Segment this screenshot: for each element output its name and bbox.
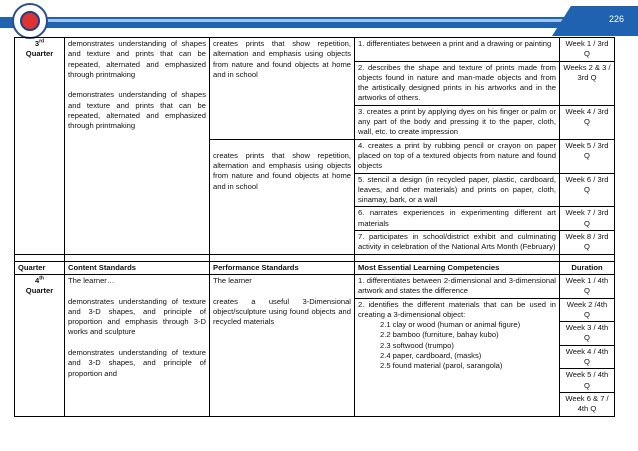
header-duration: Duration (560, 261, 615, 274)
q4-duration-5: Week 5 / 4th Q (560, 369, 615, 393)
curriculum-table (14, 37, 615, 417)
q4-competency-2: 2. identifies the different materials that can be used in creating a 3-dimensional object: 2.1 clay or wood (human or animal figure) 2.2 bamboo (furniture, bahay kubo) 2.3 softwood (trumpo) 2.4 paper, cardboard, (masks) 2.5 found material (parol, sarangola) (355, 298, 560, 416)
header-row (15, 261, 615, 274)
q3-performance-standard-1: creates prints that show repetition, alternation and emphasis using objects from nature and found objects at home and in school (210, 38, 355, 140)
deped-seal-icon (12, 3, 48, 39)
quarter-3-cell: 3rd Quarter (15, 38, 65, 255)
q4-subitem: 2.3 softwood (trumpo) (380, 340, 454, 350)
q3-content-standards: demonstrates understanding of shapes and texture and prints that can be repeated, alternated and emphasized through printmaking demonstrates understanding of shapes and texture and prints that can be repeated, alternated and emphasized through printmaking (65, 38, 210, 255)
q4-subitem: 2.5 found material (parol, sarangola) (380, 361, 503, 371)
q4-duration-4: Week 4 / 4th Q (560, 345, 615, 369)
quarter-4-cell: 4th Quarter (15, 274, 65, 416)
q3-duration-6: Week 7 / 3rd Q (560, 207, 615, 231)
header-performance: Performance Standards (210, 261, 355, 274)
q4-duration-3: Week 3 / 4th Q (560, 322, 615, 346)
q3-duration-1: Week 1 / 3rd Q (560, 38, 615, 62)
q3-duration-5: Week 6 / 3rd Q (560, 173, 615, 207)
header-stripe (40, 19, 638, 22)
q3-competency-7: 7. participates in school/district exhibit and culminating activity in celebration of the National Arts Month (February) (355, 231, 560, 255)
page-number: 226 (608, 14, 624, 24)
q3-competency-6: 6. narrates experiences in experimenting different art materials (355, 207, 560, 231)
header-content: Content Standards (65, 261, 210, 274)
q4-performance-standards: The learner creates a useful 3-Dimensional object/sculpture using found objects and recycled materials (210, 274, 355, 416)
q3-competency-1: 1. differentiates between a print and a drawing or painting (355, 38, 560, 62)
q4-duration-1: Week 1 / 4th Q (560, 274, 615, 298)
q4-duration-2: Week 2 /4th Q (560, 298, 615, 322)
q4-subitem: 2.1 clay or wood (human or animal figure) (380, 320, 521, 330)
q3-competency-4: 4. creates a print by rubbing pencil or crayon on paper placed on top of a textured objects from nature and found objects (355, 139, 560, 173)
q4-subitem: 2.2 bamboo (furniture, bahay kubo) (380, 330, 499, 340)
q4-competency-1: 1. differentiates between 2-dimensional and 3-dimensional artwork and states the difference (355, 274, 560, 298)
page-number-box (552, 6, 638, 36)
header-competencies: Most Essential Learning Competencies (355, 261, 560, 274)
q3-competency-5: 5. stencil a design (in recycled paper, plastic, cardboard, leaves, and other materials) and prints on paper, cloth, sinamay, bark, or a wall (355, 173, 560, 207)
q3-duration-3: Week 4 / 3rd Q (560, 105, 615, 139)
q3-duration-4: Week 5 / 3rd Q (560, 139, 615, 173)
q3-duration-2: Weeks 2 & 3 / 3rd Q (560, 61, 615, 105)
header-quarter: Quarter (15, 261, 65, 274)
spacer-row (15, 254, 615, 261)
q3-competency-3: 3. creates a print by applying dyes on his finger or palm or any part of the body and pressing it to the paper, cloth, wall, etc. to create impression (355, 105, 560, 139)
q4-duration-6: Week 6 & 7 / 4th Q (560, 392, 615, 416)
q4-subitem: 2.4 paper, cardboard, (masks) (380, 351, 482, 361)
q4-content-standards: The learner… demonstrates understanding of texture and 3-D shapes, and principle of proportion and emphasis through 3-D works and sculpture demonstrates understanding of texture and 3-D shapes, and principle of proportion and (65, 274, 210, 416)
q3-performance-standard-2: creates prints that show repetition, alternation and emphasis using objects from nature and found objects at home and in school (210, 139, 355, 254)
q3-duration-7: Week 8 / 3rd Q (560, 231, 615, 255)
q3-competency-2: 2. describes the shape and texture of prints made from objects found in nature and man-made objects and from the artistically designed prints in his artworks and in the artworks of others. (355, 61, 560, 105)
